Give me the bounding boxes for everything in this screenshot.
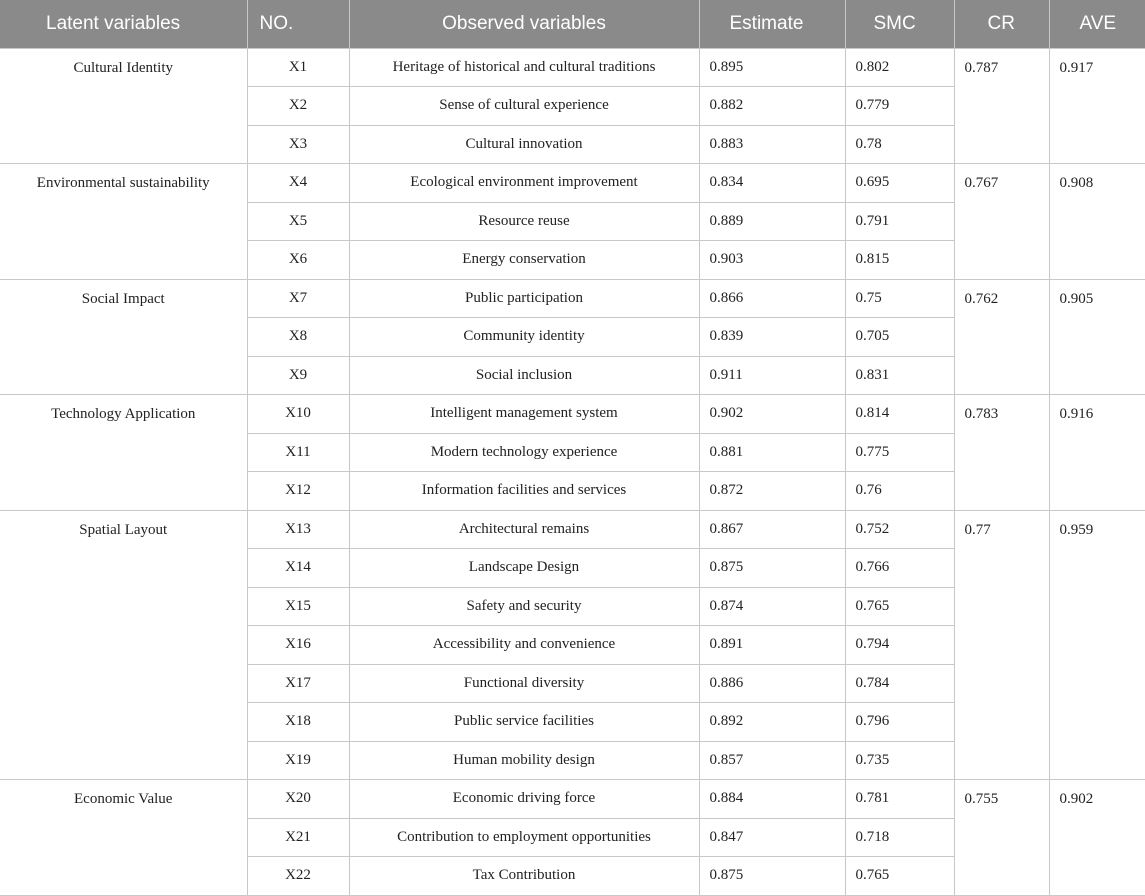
- observed-no-cell: X1: [247, 48, 349, 87]
- smc-cell: 0.781: [845, 780, 954, 819]
- smc-cell: 0.766: [845, 549, 954, 588]
- smc-cell: 0.814: [845, 395, 954, 434]
- header-estimate: Estimate: [699, 0, 845, 48]
- observed-no-cell: X2: [247, 87, 349, 126]
- observed-no-cell: X5: [247, 202, 349, 241]
- estimate-cell: 0.874: [699, 587, 845, 626]
- latent-variable-cell: Social Impact: [0, 279, 247, 395]
- estimate-cell: 0.875: [699, 857, 845, 896]
- observed-no-cell: X13: [247, 510, 349, 549]
- observed-variable-cell: Functional diversity: [349, 664, 699, 703]
- smc-cell: 0.784: [845, 664, 954, 703]
- header-latent-variables: Latent variables: [0, 0, 247, 48]
- smc-cell: 0.779: [845, 87, 954, 126]
- observed-no-cell: X9: [247, 356, 349, 395]
- cr-cell: 0.762: [954, 279, 1049, 395]
- estimate-cell: 0.892: [699, 703, 845, 742]
- estimate-cell: 0.834: [699, 164, 845, 203]
- estimate-cell: 0.857: [699, 741, 845, 780]
- estimate-cell: 0.867: [699, 510, 845, 549]
- observed-no-cell: X19: [247, 741, 349, 780]
- estimate-cell: 0.902: [699, 395, 845, 434]
- observed-variable-cell: Sense of cultural experience: [349, 87, 699, 126]
- observed-variable-cell: Ecological environment improvement: [349, 164, 699, 203]
- estimate-cell: 0.875: [699, 549, 845, 588]
- observed-variable-cell: Intelligent management system: [349, 395, 699, 434]
- cr-cell: 0.767: [954, 164, 1049, 280]
- header-row: [0, 0, 1145, 48]
- observed-no-cell: X3: [247, 125, 349, 164]
- smc-cell: 0.775: [845, 433, 954, 472]
- cr-cell: 0.77: [954, 510, 1049, 780]
- observed-variable-cell: Information facilities and services: [349, 472, 699, 511]
- cr-cell: 0.787: [954, 48, 1049, 164]
- observed-variable-cell: Resource reuse: [349, 202, 699, 241]
- latent-variable-cell: Economic Value: [0, 780, 247, 896]
- observed-variable-cell: Public service facilities: [349, 703, 699, 742]
- table-row: [0, 48, 1145, 87]
- ave-cell: 0.917: [1049, 48, 1145, 164]
- estimate-cell: 0.872: [699, 472, 845, 511]
- ave-cell: 0.959: [1049, 510, 1145, 780]
- observed-no-cell: X18: [247, 703, 349, 742]
- smc-cell: 0.76: [845, 472, 954, 511]
- latent-variable-cell: Environmental sustainability: [0, 164, 247, 280]
- observed-no-cell: X15: [247, 587, 349, 626]
- smc-cell: 0.78: [845, 125, 954, 164]
- observed-no-cell: X7: [247, 279, 349, 318]
- header-no: NO.: [247, 0, 349, 48]
- observed-variable-cell: Accessibility and convenience: [349, 626, 699, 665]
- observed-no-cell: X16: [247, 626, 349, 665]
- observed-variable-cell: Human mobility design: [349, 741, 699, 780]
- estimate-cell: 0.882: [699, 87, 845, 126]
- observed-variable-cell: Economic driving force: [349, 780, 699, 819]
- latent-variable-cell: Spatial Layout: [0, 510, 247, 780]
- observed-no-cell: X6: [247, 241, 349, 280]
- estimate-cell: 0.883: [699, 125, 845, 164]
- observed-variable-cell: Cultural innovation: [349, 125, 699, 164]
- observed-variable-cell: Architectural remains: [349, 510, 699, 549]
- observed-no-cell: X21: [247, 818, 349, 857]
- latent-variable-cell: Technology Application: [0, 395, 247, 511]
- smc-cell: 0.705: [845, 318, 954, 357]
- estimate-cell: 0.886: [699, 664, 845, 703]
- observed-no-cell: X11: [247, 433, 349, 472]
- header-observed-variables: Observed variables: [349, 0, 699, 48]
- smc-cell: 0.794: [845, 626, 954, 665]
- observed-variable-cell: Community identity: [349, 318, 699, 357]
- header-smc: SMC: [845, 0, 954, 48]
- smc-cell: 0.735: [845, 741, 954, 780]
- observed-no-cell: X22: [247, 857, 349, 896]
- estimate-cell: 0.889: [699, 202, 845, 241]
- table-row: [0, 395, 1145, 434]
- table-header: [0, 0, 1145, 48]
- estimate-cell: 0.847: [699, 818, 845, 857]
- observed-no-cell: X10: [247, 395, 349, 434]
- ave-cell: 0.902: [1049, 780, 1145, 896]
- smc-cell: 0.802: [845, 48, 954, 87]
- smc-cell: 0.815: [845, 241, 954, 280]
- smc-cell: 0.75: [845, 279, 954, 318]
- smc-cell: 0.752: [845, 510, 954, 549]
- ave-cell: 0.908: [1049, 164, 1145, 280]
- ave-cell: 0.905: [1049, 279, 1145, 395]
- estimate-cell: 0.884: [699, 780, 845, 819]
- observed-variable-cell: Public participation: [349, 279, 699, 318]
- observed-no-cell: X8: [247, 318, 349, 357]
- observed-variable-cell: Landscape Design: [349, 549, 699, 588]
- observed-variable-cell: Tax Contribution: [349, 857, 699, 896]
- ave-cell: 0.916: [1049, 395, 1145, 511]
- smc-cell: 0.791: [845, 202, 954, 241]
- observed-no-cell: X4: [247, 164, 349, 203]
- table-row: [0, 279, 1145, 318]
- observed-variable-cell: Safety and security: [349, 587, 699, 626]
- smc-cell: 0.718: [845, 818, 954, 857]
- estimate-cell: 0.839: [699, 318, 845, 357]
- table-row: [0, 510, 1145, 549]
- table-row: [0, 164, 1145, 203]
- cr-cell: 0.755: [954, 780, 1049, 896]
- table-body: [0, 48, 1145, 895]
- observed-variable-cell: Energy conservation: [349, 241, 699, 280]
- table-row: [0, 780, 1145, 819]
- header-cr: CR: [954, 0, 1049, 48]
- observed-variable-cell: Contribution to employment opportunities: [349, 818, 699, 857]
- estimate-cell: 0.891: [699, 626, 845, 665]
- smc-cell: 0.796: [845, 703, 954, 742]
- observed-no-cell: X14: [247, 549, 349, 588]
- cr-cell: 0.783: [954, 395, 1049, 511]
- observed-variable-cell: Modern technology experience: [349, 433, 699, 472]
- observed-no-cell: X12: [247, 472, 349, 511]
- observed-variable-cell: Social inclusion: [349, 356, 699, 395]
- smc-cell: 0.695: [845, 164, 954, 203]
- smc-cell: 0.765: [845, 857, 954, 896]
- observed-variable-cell: Heritage of historical and cultural traditions: [349, 48, 699, 87]
- estimate-cell: 0.903: [699, 241, 845, 280]
- estimate-cell: 0.881: [699, 433, 845, 472]
- smc-cell: 0.765: [845, 587, 954, 626]
- observed-no-cell: X20: [247, 780, 349, 819]
- estimate-cell: 0.895: [699, 48, 845, 87]
- estimate-cell: 0.866: [699, 279, 845, 318]
- latent-variable-cell: Cultural Identity: [0, 48, 247, 164]
- estimate-cell: 0.911: [699, 356, 845, 395]
- smc-cell: 0.831: [845, 356, 954, 395]
- observed-no-cell: X17: [247, 664, 349, 703]
- header-ave: AVE: [1049, 0, 1145, 48]
